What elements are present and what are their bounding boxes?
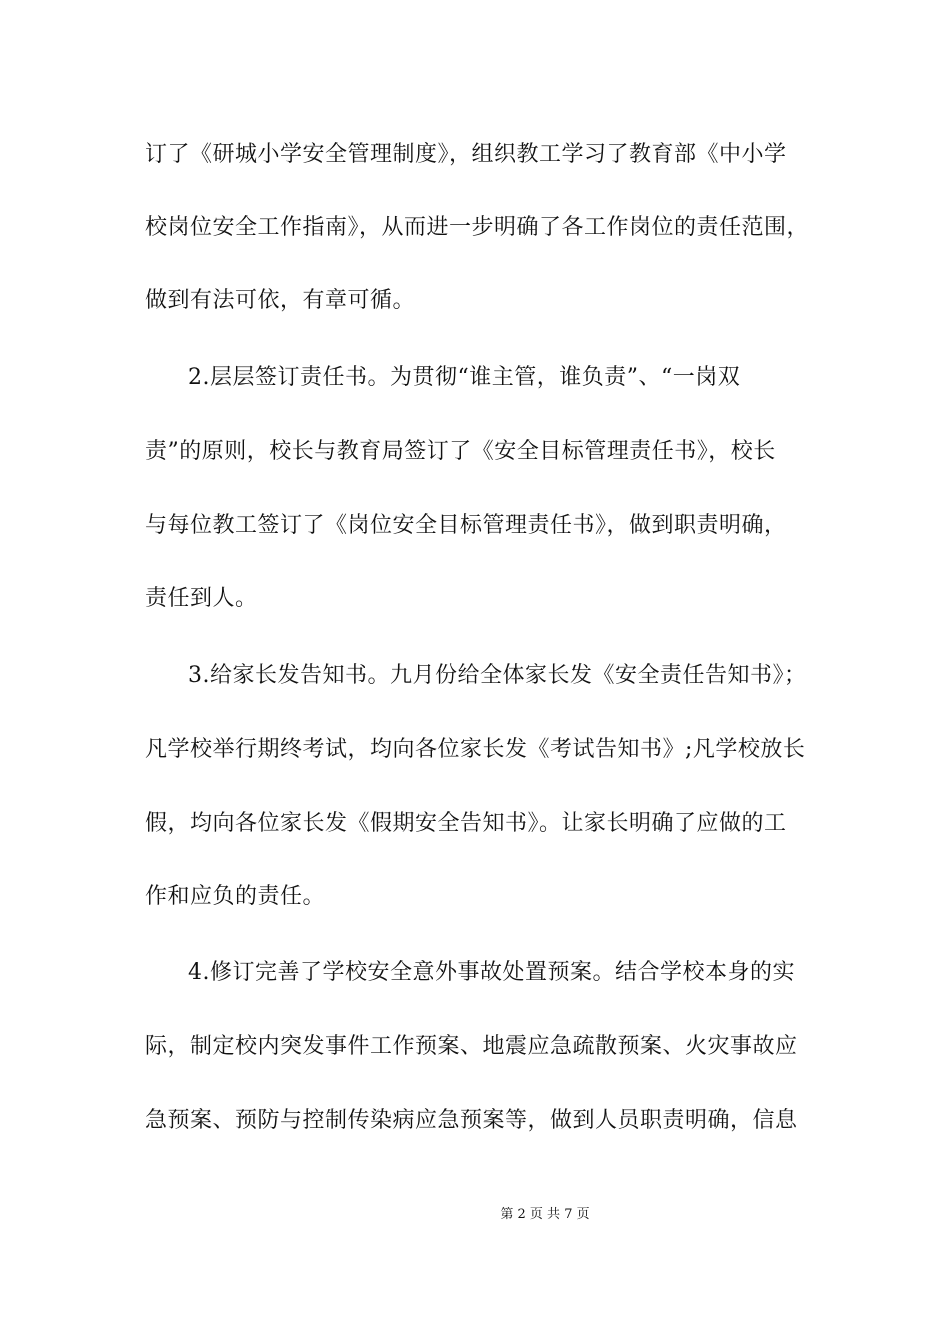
paragraph-line: 4.修订完善了学校安全意外事故处置预案。结合学校本身的实 [188, 960, 795, 985]
paragraph-line: 校岗位安全工作指南》，从而进一步明确了各工作岗位的责任范围， [145, 215, 810, 240]
paragraph-line: 订了《研城小学安全管理制度》，组织教工学习了教育部《中小学 [145, 142, 787, 167]
paragraph-line: 做到有法可依，有章可循。 [145, 288, 416, 313]
paragraph-line: 2.层层签订责任书。为贯彻“谁主管，谁负责”、“一岗双 [188, 365, 741, 390]
paragraph-line: 与每位教工签订了《岗位安全目标管理责任书》，做到职责明确， [145, 513, 787, 538]
page-number-footer: 第 2 页 共 7 页 [500, 1207, 590, 1222]
paragraph-line: 3.给家长发告知书。九月份给全体家长发《安全责任告知书》； [188, 663, 807, 688]
paragraph-line: 际，制定校内突发事件工作预案、地震应急疏散预案、火灾事故应 [145, 1034, 798, 1059]
paragraph-line: 作和应负的责任。 [145, 884, 326, 909]
paragraph-line: 责任到人。 [145, 586, 258, 611]
paragraph-line: 责”的原则，校长与教育局签订了《安全目标管理责任书》，校长 [145, 439, 776, 464]
paragraph-line: 凡学校举行期终考试，均向各位家长发《考试告知书》;凡学校放长 [145, 737, 806, 762]
paragraph-line: 假，均向各位家长发《假期安全告知书》。让家长明确了应做的工 [145, 811, 787, 836]
paragraph-line: 急预案、预防与控制传染病应急预案等，做到人员职责明确，信息 [145, 1108, 798, 1133]
